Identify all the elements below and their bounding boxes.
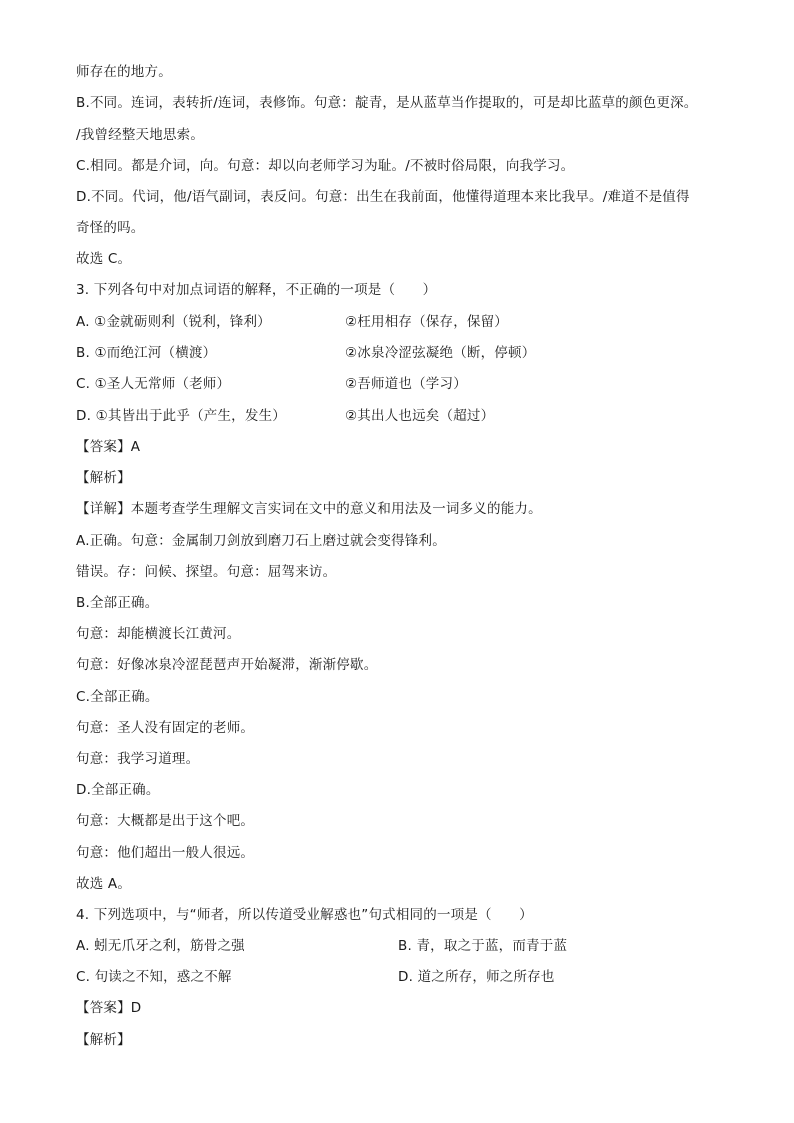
q3-answer: 【答案】A: [76, 439, 141, 455]
text-line: 句意：我学习道理。: [76, 751, 200, 767]
q4-option-d: D. 道之所存，师之所存也: [398, 969, 555, 985]
text-line: 错误。存：问候、探望。句意：屈驾来访。: [76, 564, 337, 580]
text-line: D.不同。代词，他/语气副词，表反问。句意：出生在我前面，他懂得道理本来比我早。/难道不是值得: [76, 189, 690, 205]
text-line: C.相同。都是介词，向。句意：却以向老师学习为耻。/不被时俗局限，向我学习。: [76, 158, 575, 174]
q3-option-d-2: ②其出人也远矣（超过）: [345, 408, 495, 424]
text-line: 故选 C。: [76, 251, 132, 267]
q3-detail: 【详解】本题考查学生理解文言实词在文中的意义和用法及一词多义的能力。: [76, 501, 542, 517]
q3-option-b-2: ②冰泉冷涩弦凝绝（断，停顿）: [345, 345, 536, 361]
text-line: D.全部正确。: [76, 782, 160, 798]
text-line: 故选 A。: [76, 876, 132, 892]
text-line: B.不同。连词，表转折/连词，表修饰。句意：靛青，是从蓝草当作提取的，可是却比蓝草的颜色更深。: [76, 95, 698, 111]
question-4-stem: 4. 下列选项中，与“师者，所以传道受业解惑也”句式相同的一项是（ ）: [76, 907, 533, 923]
q3-option-a-2: ②枉用相存（保存，保留）: [345, 314, 509, 330]
text-line: A.正确。句意：金属制刀剑放到磨刀石上磨过就会变得锋利。: [76, 533, 446, 549]
q3-option-b-1: B. ①而绝江河（横渡）: [76, 345, 217, 361]
q3-option-d-1: D. ①其皆出于此乎（产生，发生）: [76, 408, 286, 424]
text-line: 师存在的地方。: [76, 64, 172, 80]
q4-option-b: B. 青，取之于蓝，而青于蓝: [398, 938, 568, 954]
q4-option-c: C. 句读之不知，惑之不解: [76, 969, 232, 985]
text-line: /我曾经整天地思索。: [76, 127, 205, 143]
text-line: 句意：圣人没有固定的老师。: [76, 720, 255, 736]
text-line: 句意：好像冰泉冷涩琵琶声开始凝滞，渐渐停歇。: [76, 657, 378, 673]
question-3-stem: 3. 下列各句中对加点词语的解释，不正确的一项是（ ）: [76, 282, 437, 298]
text-line: 句意：他们超出一般人很远。: [76, 845, 255, 861]
text-line: 奇怪的吗。: [76, 220, 145, 236]
q3-analysis-heading: 【解析】: [76, 470, 131, 486]
text-line: 句意：却能横渡长江黄河。: [76, 626, 241, 642]
q3-option-c-2: ②吾师道也（学习）: [345, 376, 467, 392]
q4-option-a: A. 蚓无爪牙之利，筋骨之强: [76, 938, 245, 954]
q3-option-a-1: A. ①金就砺则利（锐利，锋利）: [76, 314, 271, 330]
q4-analysis-heading: 【解析】: [76, 1032, 131, 1048]
text-line: 句意：大概都是出于这个吧。: [76, 813, 255, 829]
q3-option-c-1: C. ①圣人无常师（老师）: [76, 376, 231, 392]
q4-answer: 【答案】D: [76, 1000, 142, 1016]
text-line: C.全部正确。: [76, 689, 159, 705]
text-line: B.全部正确。: [76, 595, 159, 611]
